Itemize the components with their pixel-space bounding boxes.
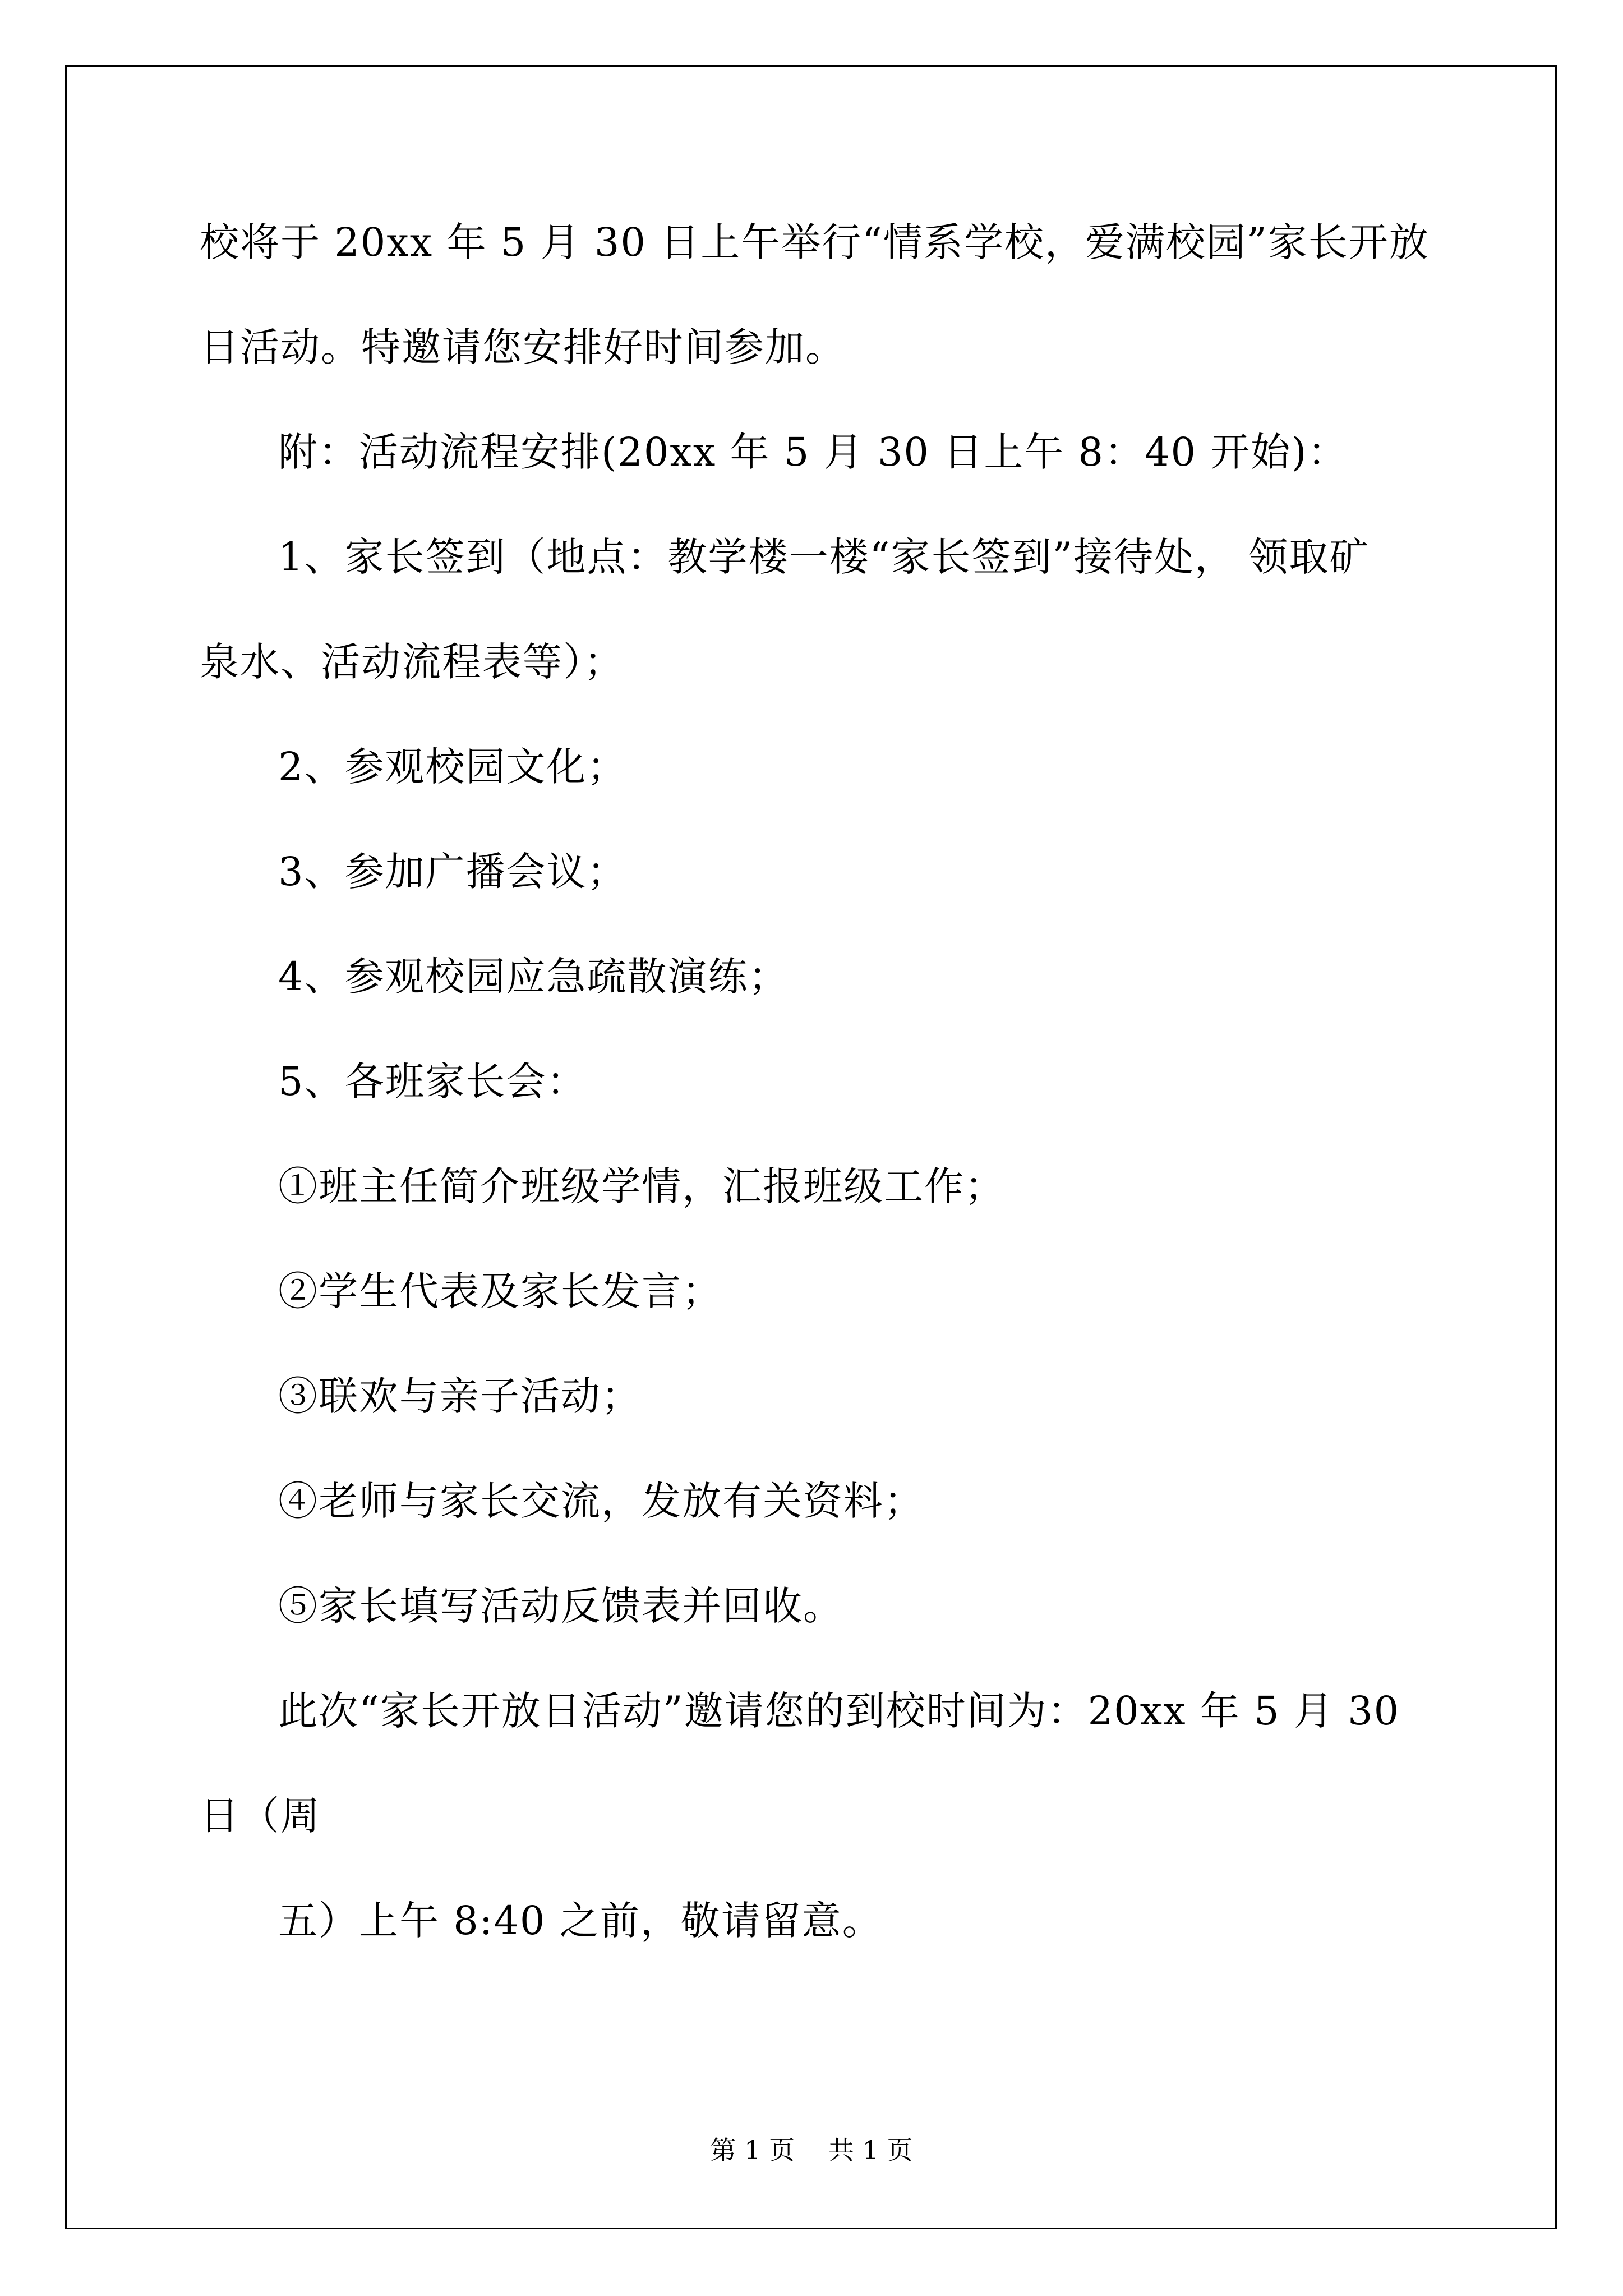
subitem-1: ①班主任简介班级学情，汇报班级工作； bbox=[278, 1163, 1005, 1209]
subitem-3: ③联欢与亲子活动； bbox=[278, 1373, 642, 1419]
page-footer bbox=[0, 2134, 1623, 2166]
arrival-notice-line-1: 此次“家长开放日活动”邀请您的到校时间为：20xx 年 5 月 30 bbox=[278, 1688, 1400, 1734]
arrival-notice-line-2: 日（周 bbox=[200, 1793, 321, 1839]
arrival-notice-line-3: 五）上午 8:40 之前，敬请留意。 bbox=[278, 1898, 883, 1944]
paragraph-line-2: 日活动。特邀请您安排好时间参加。 bbox=[200, 324, 846, 370]
schedule-item-2: 2、参观校园文化； bbox=[278, 744, 628, 790]
paragraph-line-1: 校将于 20xx 年 5 月 30 日上午举行“情系学校，爱满校园”家长开放 bbox=[200, 219, 1430, 265]
schedule-heading: 附：活动流程安排(20xx 年 5 月 30 日上午 8：40 开始)： bbox=[278, 429, 1348, 475]
subitem-4: ④老师与家长交流，发放有关资料； bbox=[278, 1478, 924, 1524]
schedule-item-5: 5、各班家长会： bbox=[278, 1059, 587, 1105]
page-number-total: 共 1 页 bbox=[828, 2135, 913, 2165]
subitem-5: ⑤家长填写活动反馈表并回收。 bbox=[278, 1583, 843, 1629]
schedule-item-1: 1、家长签到（地点：教学楼一楼“家长签到”接待处， 领取矿 bbox=[278, 534, 1370, 580]
schedule-item-4: 4、参观校园应急疏散演练； bbox=[278, 954, 789, 1000]
subitem-2: ②学生代表及家长发言； bbox=[278, 1268, 722, 1314]
schedule-item-1-continued: 泉水、活动流程表等）； bbox=[200, 639, 624, 685]
page-number-current: 第 1 页 bbox=[710, 2135, 795, 2165]
schedule-item-3: 3、参加广播会议； bbox=[278, 849, 628, 895]
